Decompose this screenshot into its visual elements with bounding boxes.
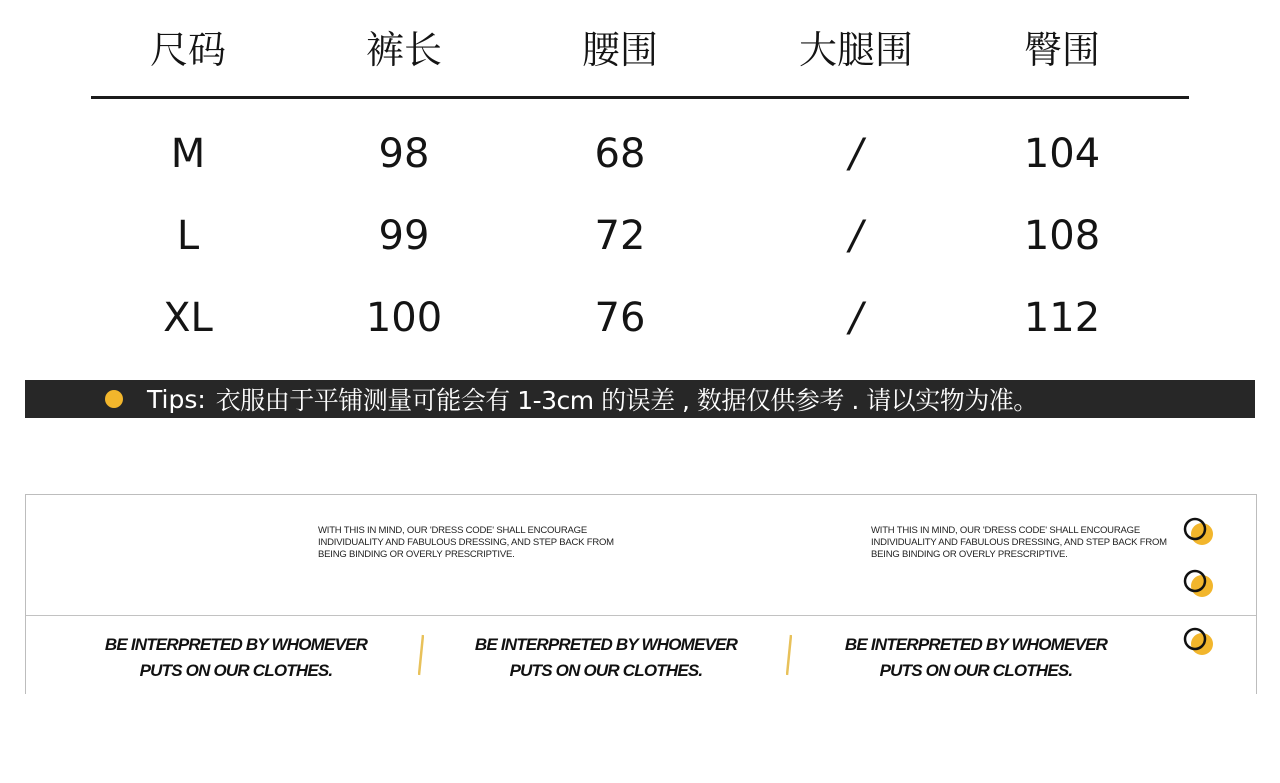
cell-waist: 76 xyxy=(594,295,646,341)
table-row xyxy=(0,206,1280,266)
strip-divider xyxy=(26,615,1256,616)
header-thigh: 大腿围 xyxy=(798,28,914,72)
header-length: 裤长 xyxy=(365,28,443,72)
cell-size: L xyxy=(176,213,200,259)
header-hip: 臀围 xyxy=(1023,28,1101,72)
dress-code-text: WITH THIS IN MIND, OUR 'DRESS CODE' SHALL ENCOURAGE INDIVIDUALITY AND FABULOUS DRESSING, AND STEP BACK FROM BEING BINDING OR OVERLY PRESCRIPTIVE. xyxy=(871,525,1167,560)
cell-thigh: / xyxy=(849,295,863,341)
cell-hip: 104 xyxy=(1023,131,1101,177)
header-waist: 腰围 xyxy=(581,28,659,72)
tips-text: 衣服由于平铺测量可能会有 1-3cm 的误差 , 数据仅供参考 . 请以实物为准。 xyxy=(215,386,1038,415)
cell-hip: 112 xyxy=(1023,295,1101,341)
cell-thigh: / xyxy=(849,131,863,177)
circle-dot-icon xyxy=(1178,567,1218,601)
table-row xyxy=(0,288,1280,348)
bullet-dot-icon xyxy=(105,390,123,408)
cell-length: 98 xyxy=(378,131,430,177)
slash-mark-icon xyxy=(786,633,792,677)
cell-waist: 72 xyxy=(594,213,646,259)
cell-size: XL xyxy=(163,295,213,341)
slogan-text: BE INTERPRETED BY WHOMEVER PUTS ON OUR CLOTHES. xyxy=(474,635,738,680)
brand-strip xyxy=(25,494,1257,694)
header-divider xyxy=(91,96,1189,99)
circle-dot-icon xyxy=(1178,625,1218,659)
table-header-row xyxy=(0,20,1280,80)
tips-label: Tips: xyxy=(147,384,206,414)
dress-code-text: WITH THIS IN MIND, OUR 'DRESS CODE' SHALL ENCOURAGE INDIVIDUALITY AND FABULOUS DRESSING, AND STEP BACK FROM BEING BINDING OR OVERLY PRESCRIPTIVE. xyxy=(318,525,614,560)
cell-length: 100 xyxy=(365,295,443,341)
tips-bar xyxy=(25,380,1255,418)
slash-mark-icon xyxy=(418,633,424,677)
cell-thigh: / xyxy=(849,213,863,259)
slogan-text: BE INTERPRETED BY WHOMEVER PUTS ON OUR CLOTHES. xyxy=(844,635,1108,680)
table-row xyxy=(0,124,1280,184)
cell-waist: 68 xyxy=(594,131,646,177)
slogan-text: BE INTERPRETED BY WHOMEVER PUTS ON OUR CLOTHES. xyxy=(104,635,368,680)
cell-length: 99 xyxy=(378,213,430,259)
circle-dot-icon xyxy=(1178,515,1218,549)
size-table xyxy=(0,0,1280,360)
cell-size: M xyxy=(170,131,206,177)
header-size: 尺码 xyxy=(149,28,227,72)
cell-hip: 108 xyxy=(1023,213,1101,259)
